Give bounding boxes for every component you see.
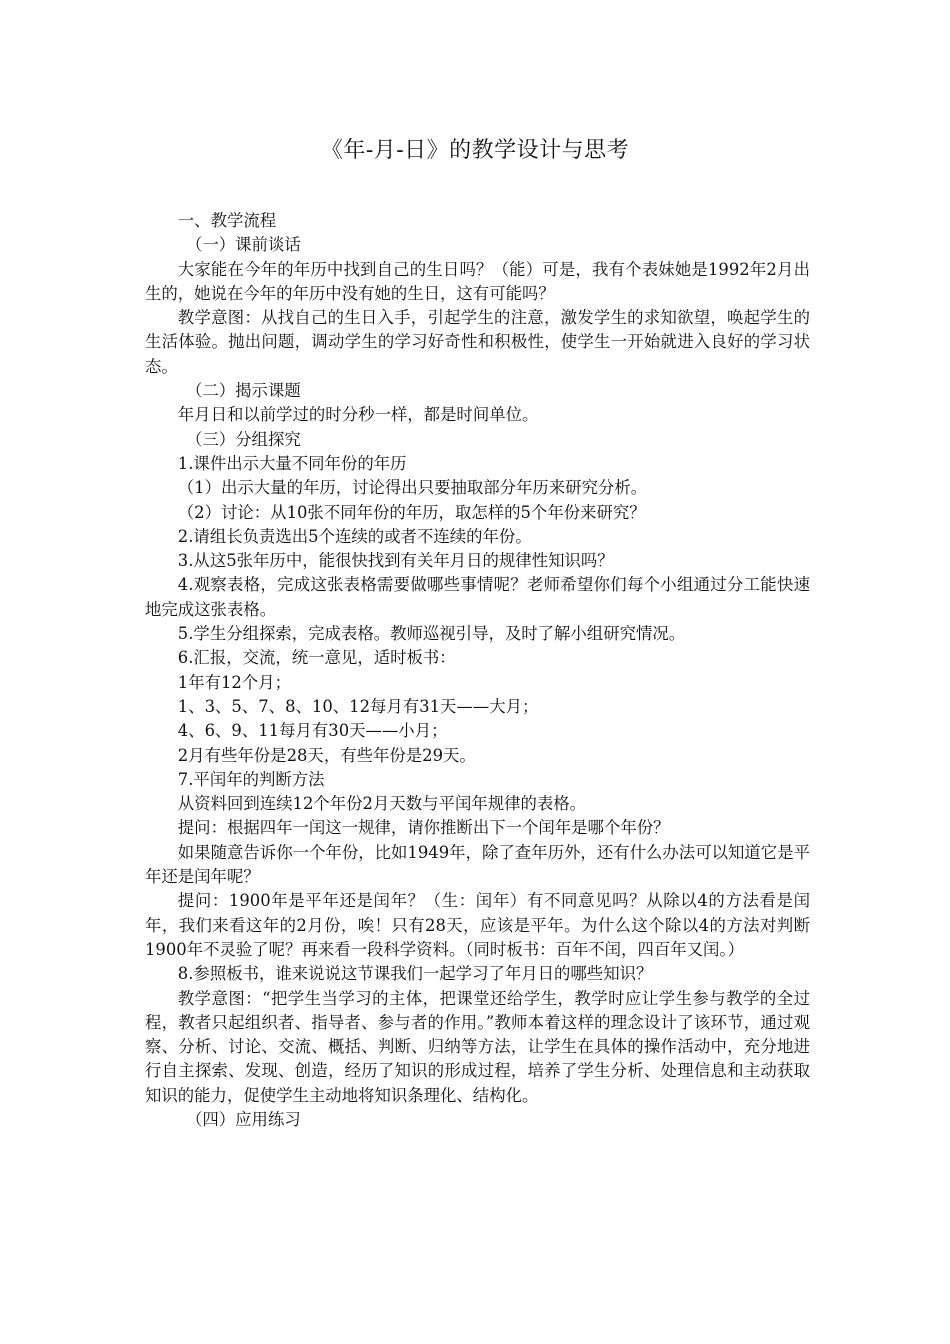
paragraph: （二）揭示课题: [186, 381, 301, 401]
paragraph: （四）应用练习: [186, 1109, 301, 1129]
paragraph: 4、6、9、11每月有30天——小月；: [177, 721, 448, 741]
paragraph: 如果随意告诉你一个年份，比如1949年，除了查年历外，还有什么办法可以知道它是平年还是闰年呢？: [145, 842, 810, 887]
paragraph: 大家能在今年的年历中找到自己的生日吗？（能）可是，我有个表妹她是1992年2月出生的，她说在今年的年历中没有她的生日，这有可能吗？: [145, 259, 810, 303]
paragraph: 2月有些年份是28天，有些年份是29天。: [177, 745, 476, 765]
paragraph: 1、3、5、7、8、10、12每月有31天——大月；: [177, 696, 539, 716]
paragraph: 6.汇报，交流，统一意见，适时板书：: [177, 648, 456, 668]
paragraph: 5.学生分组探索，完成表格。教师巡视引导，及时了解小组研究情况。: [177, 624, 686, 644]
paragraph: 4.观察表格，完成这张表格需要做哪些事情呢？老师希望你们每个小组通过分工能快速地完成这张表格。: [145, 575, 810, 619]
paragraph: 从资料回到连续12个年份2月天数与平闰年规律的表格。: [177, 794, 587, 814]
paragraph: 教学意图：“把学生当学习的主体，把课堂还给学生，教学时应让学生参与教学的全过程，教者只起组织者、指导者、参与者的作用。”教师本着这样的理念设计了该环节，通过观察、分析、讨论、交流、概括、判断、归纳等方法，让学生在具体的操作活动中，充分地进行自主探索、发现、创造，经历了知识的形成过程，培养了学生分析、处理信息和主动获取知识的能力，促使学生主动地将知识条理化、结构化。: [145, 988, 810, 1105]
paragraph: 7.平闰年的判断方法: [177, 769, 325, 789]
paragraph: 1.课件出示大量不同年份的年历: [177, 453, 407, 473]
paragraph: 8.参照板书，谁来说说这节课我们一起学习了年月日的哪些知识？: [177, 964, 653, 984]
paragraph: 1年有12个月；: [177, 672, 292, 692]
paragraph: （1）出示大量的年历，讨论得出只要抽取部分年历来研究分析。: [177, 478, 648, 498]
paragraph: 年月日和以前学过的时分秒一样，都是时间单位。: [177, 405, 539, 425]
paragraph: 提问：根据四年一闰这一规律，请你推断出下一个闰年是哪个年份？: [177, 818, 670, 838]
paragraph: 2.请组长负责选出5个连续的或者不连续的年份。: [177, 526, 532, 546]
paragraph: 一、教学流程: [177, 211, 277, 230]
paragraph: （一）课前谈话: [186, 235, 301, 255]
document-title: 《年-月-日》的教学设计与思考: [320, 138, 630, 163]
document-body: [145, 209, 810, 1132]
paragraph: 3.从这5张年历中，能很快找到有关年月日的规律性知识吗？: [177, 551, 614, 571]
paragraph: 提问：1900年是平年还是闰年？（生：闰年）有不同意见吗？从除以4的方法看是闰年，我们来看这年的2月份，唉！只有28天，应该是平年。为什么这个除以4的方法对判断1900年不灵验了呢？再来看一段科学资料。（同时板书：百年不闰，四百年又闰。）: [145, 891, 810, 959]
paragraph: （2）讨论：从10张不同年份的年历，取怎样的5个年份来研究？: [177, 502, 646, 522]
paragraph: （三）分组探究: [186, 429, 301, 449]
paragraph: 教学意图：从找自己的生日入手，引起学生的注意，激发学生的求知欲望，唤起学生的生活体验。抛出问题，调动学生的学习好奇性和积极性，使学生一开始就进入良好的学习状态。: [145, 308, 810, 376]
